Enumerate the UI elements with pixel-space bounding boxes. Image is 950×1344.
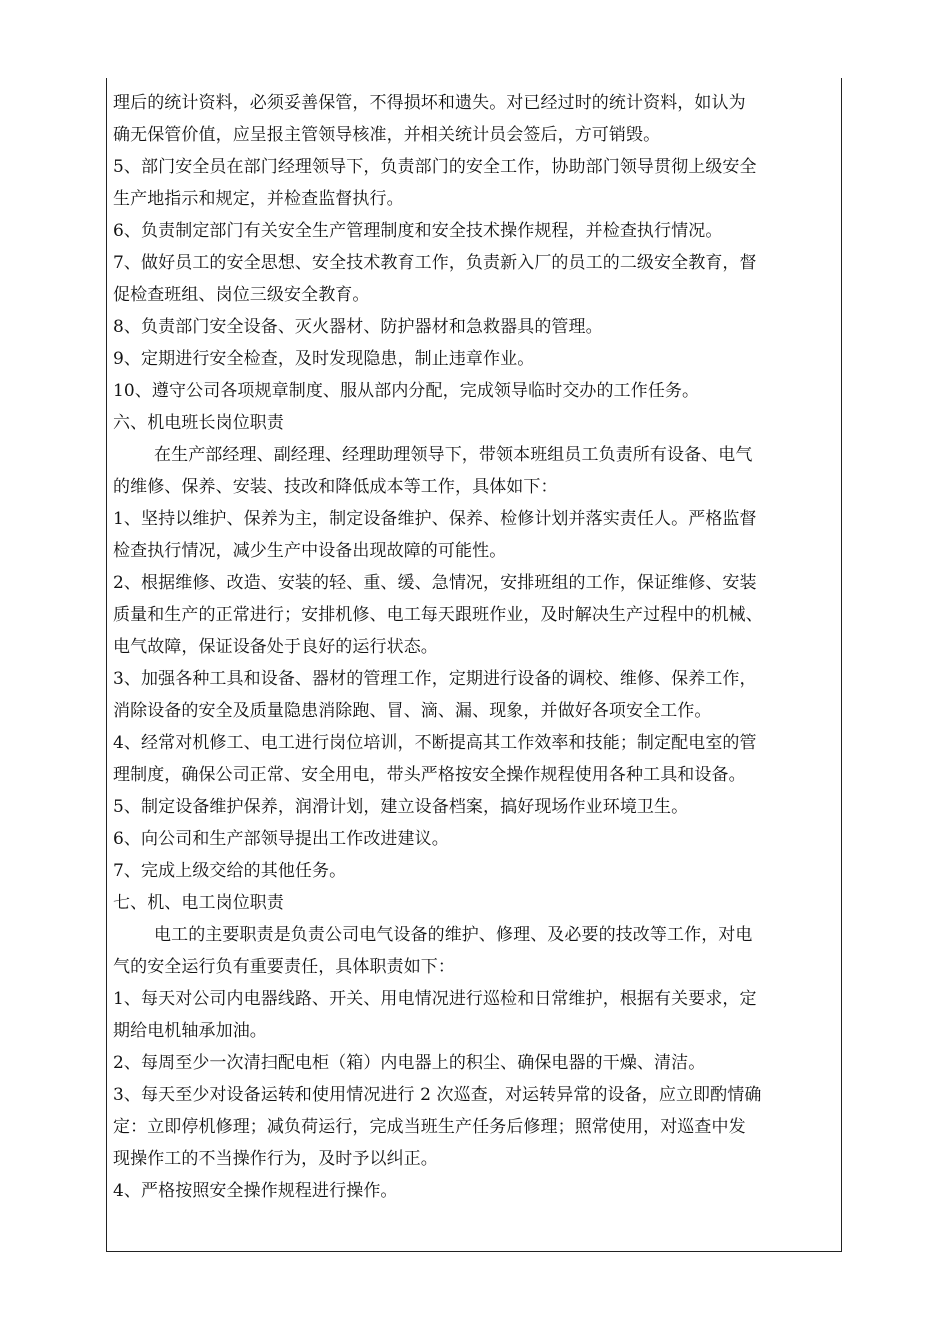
text-line: 质量和生产的正常进行；安排机修、电工每天跟班作业，及时解决生产过程中的机械、 [113,605,763,625]
text-line: 2、每周至少一次清扫配电柜（箱）内电器上的积尘、确保电器的干燥、清洁。 [113,1053,706,1073]
text-line: 气的安全运行负有重要责任，具体职责如下： [113,957,455,977]
text-line: 促检查班组、岗位三级安全教育。 [113,285,370,305]
text-line: 7、做好员工的安全思想、安全技术教育工作，负责新入厂的员工的二级安全教育，督 [113,253,757,273]
text-line: 5、部门安全员在部门经理领导下，负责部门的安全工作，协助部门领导贯彻上级安全 [113,157,757,177]
text-line: 6、向公司和生产部领导提出工作改进建议。 [113,829,449,849]
text-line: 生产地指示和规定，并检查监督执行。 [113,189,404,209]
text-line: 理制度，确保公司正常、安全用电，带头严格按安全操作规程使用各种工具和设备。 [113,765,746,785]
text-line: 4、严格按照安全操作规程进行操作。 [113,1181,398,1201]
text-line: 5、制定设备维护保养，润滑计划，建立设备档案，搞好现场作业环境卫生。 [113,797,689,817]
text-line: 9、定期进行安全检查，及时发现隐患，制止违章作业。 [113,349,535,369]
text-line: 10、遵守公司各项规章制度、服从部内分配，完成领导临时交办的工作任务。 [113,381,700,401]
section-heading: 七、机、电工岗位职责 [113,893,284,913]
text-line: 确无保管价值，应呈报主管领导核准，并相关统计员会签后，方可销毁。 [113,125,661,145]
text-line: 的维修、保养、安装、技改和降低成本等工作，具体如下： [113,477,558,497]
section-heading: 六、机电班长岗位职责 [113,413,284,433]
text-line: 3、每天至少对设备运转和使用情况进行 2 次巡查，对运转异常的设备，应立即酌情确 [113,1085,762,1105]
document-body [113,87,837,1207]
text-line: 消除设备的安全及质量隐患消除跑、冒、滴、漏、现象，并做好各项安全工作。 [113,701,712,721]
text-line: 理后的统计资料，必须妥善保管，不得损坏和遗失。对已经过时的统计资料，如认为 [113,93,746,113]
text-line: 4、经常对机修工、电工进行岗位培训，不断提高其工作效率和技能；制定配电室的管 [113,733,757,753]
text-line: 电工的主要职责是负责公司电气设备的维护、修理、及必要的技改等工作，对电 [154,925,753,945]
text-line: 2、根据维修、改造、安装的轻、重、缓、急情况，安排班组的工作，保证维修、安装 [113,573,757,593]
text-line: 现操作工的不当操作行为，及时予以纠正。 [113,1149,438,1169]
text-line: 期给电机轴承加油。 [113,1021,267,1041]
text-line: 1、每天对公司内电器线路、开关、用电情况进行巡检和日常维护，根据有关要求，定 [113,989,757,1009]
text-line: 3、加强各种工具和设备、器材的管理工作，定期进行设备的调校、维修、保养工作， [113,669,757,689]
text-line: 在生产部经理、副经理、经理助理领导下，带领本班组员工负责所有设备、电气 [154,445,753,465]
text-line: 电气故障，保证设备处于良好的运行状态。 [113,637,438,657]
text-line: 检查执行情况，减少生产中设备出现故障的可能性。 [113,541,507,561]
text-line: 1、坚持以维护、保养为主，制定设备维护、保养、检修计划并落实责任人。严格监督 [113,509,757,529]
document-table-cell [106,78,842,1252]
text-line: 6、负责制定部门有关安全生产管理制度和安全技术操作规程，并检查执行情况。 [113,221,723,241]
text-line: 定：立即停机修理；减负荷运行，完成当班生产任务后修理；照常使用，对巡查中发 [113,1117,746,1137]
text-line: 7、完成上级交给的其他任务。 [113,861,347,881]
text-line: 8、负责部门安全设备、灭火器材、防护器材和急救器具的管理。 [113,317,603,337]
